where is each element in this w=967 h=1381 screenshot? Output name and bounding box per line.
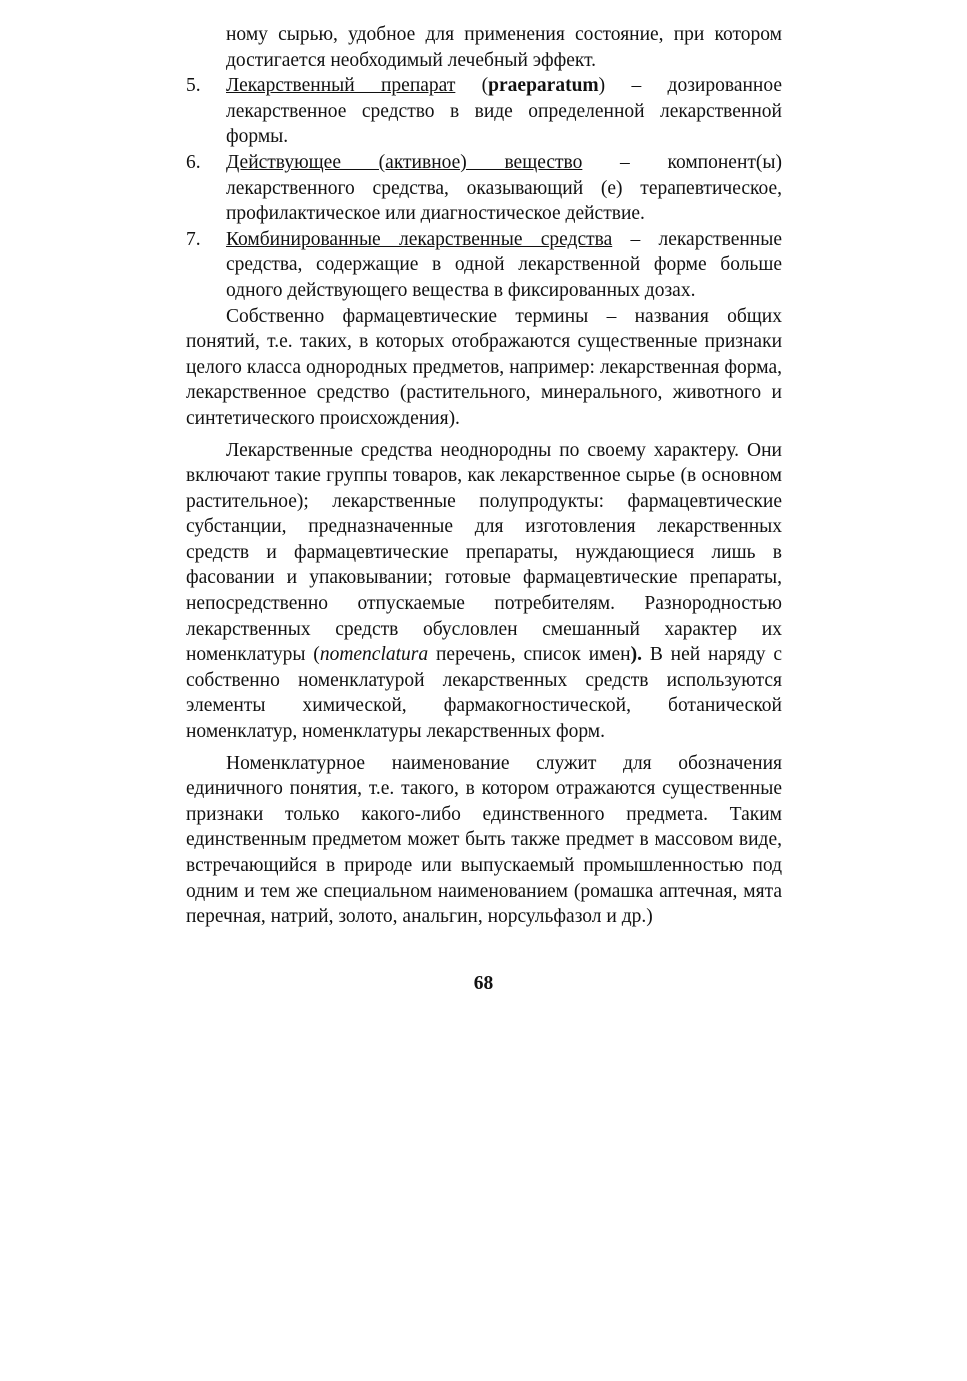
term-underlined: Действующее (активное) вещество: [226, 151, 583, 173]
paragraph: [186, 438, 782, 745]
page-body: [186, 22, 782, 930]
definition-text: – лекарственные средства, содержащие в одной лекарственной форме больше одного действующего вещества в фиксированных дозах.: [226, 228, 782, 301]
list-number: 5.: [186, 75, 201, 97]
list-item: [186, 150, 782, 227]
page-number: 68: [473, 973, 494, 994]
latin-term-italic: nomenclatura: [319, 644, 429, 666]
list-item: [186, 73, 782, 150]
term-underlined: Лекарственный препарат: [226, 75, 456, 97]
list-item: [186, 227, 782, 304]
paragraph-text: В ней наряду с собственно номенклатурой лекарственных средств используются элементы химической, фармакогностической, ботанической номенклатур, номенклатуры лекарственных форм.: [186, 644, 783, 743]
latin-term: praeparatum: [488, 75, 599, 97]
term-underlined: Комбинированные лекарственные средства: [226, 228, 613, 250]
paragraph-text: Лекарственные средства неоднородны по своему характеру. Они включают такие группы товаров, как лекарственное сырье (в основном растительное); лекарственные полупродукты: фармацевтические субстанции, предназначенные для изготовления лекарственных средств и фармацевтические препараты, нуждающиеся лишь в фасовании и упаковывании; готовые фармацевтические препараты, непосредственно отпускаемые потребителям. Разнородностью лекарственных средств обусловлен смешанный характер их номенклатуры (: [186, 439, 782, 666]
closing-bracket: ).: [630, 644, 642, 666]
definition-text: – компонент(ы) лекарственного средства, оказывающий (е) терапевтическое, профилактическое или диагностическое действие.: [226, 151, 782, 225]
paragraph-text: перечень, список имен: [428, 644, 631, 666]
list-number: 7.: [186, 228, 201, 250]
list-number: 6.: [186, 151, 201, 173]
paragraph: Номенклатурное наименование служит для обозначения единичного понятия, т.е. такого, в котором отражаются существенные признаки только какого-либо единственного предмета. Таким единственным предметом может быть также предмет в массовом виде, встречающийся в природе или выпускаемый промышленностью под одним и тем же специальном наименованием (ромашка аптечная, мята перечная, натрий, золото, анальгин, норсульфазол и др.): [186, 752, 782, 928]
paragraph: Собственно фармацевтические термины – названия общих понятий, т.е. таких, в которых отображаются существенные признаки целого класса однородных предметов, например: лекарственная форма, лекарственное средство (растительного, минерального, животного и синтетического происхождения).: [186, 305, 782, 429]
continuation-text: ному сырью, удобное для применения состояние, при котором достигается необходимый лечебный эффект.: [226, 24, 782, 71]
separator: (: [455, 75, 489, 97]
definition-text: ) – дозированное лекарственное средство в виде определенной лекарственной формы.: [226, 75, 782, 148]
